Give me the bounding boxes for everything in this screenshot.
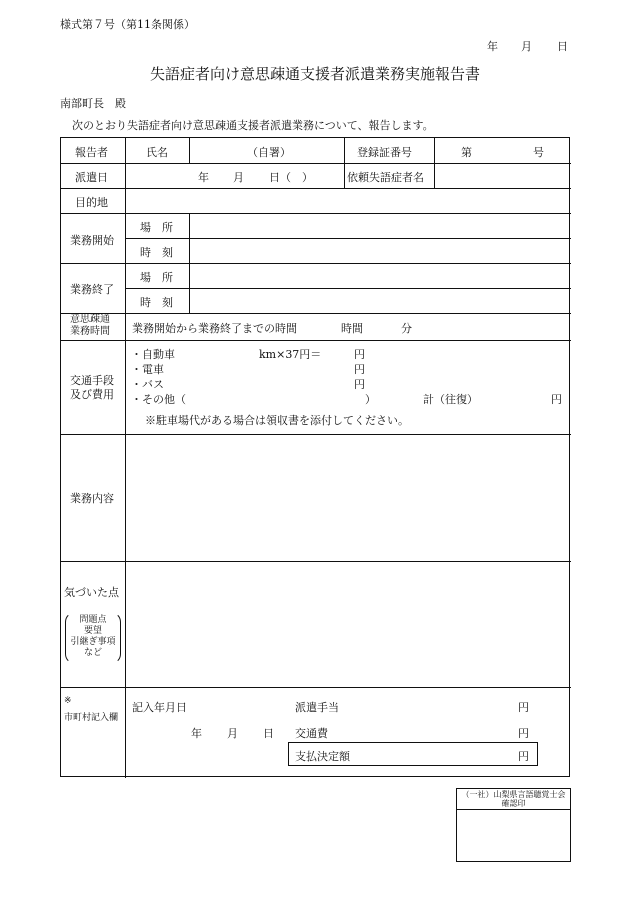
row-line bbox=[125, 238, 571, 239]
row-line bbox=[61, 434, 571, 435]
start-time-label: 時 刻 bbox=[140, 246, 173, 259]
municipality-mark: ※ bbox=[64, 696, 72, 706]
notes-sub-line3: 引継ぎ事項 bbox=[70, 637, 116, 647]
report-form bbox=[60, 137, 570, 777]
entry-year: 年 bbox=[191, 727, 202, 740]
row-line bbox=[61, 263, 571, 264]
work-end-label: 業務終了 bbox=[70, 283, 114, 296]
requester-label: 依頼失語症者名 bbox=[347, 171, 424, 184]
work-content-label: 業務内容 bbox=[70, 492, 114, 505]
payment-label: 支払決定額 bbox=[295, 750, 350, 763]
duration-label-line1: 意思疎通 bbox=[70, 314, 110, 325]
row-line bbox=[61, 687, 571, 688]
notes-label: 気づいた点 bbox=[64, 586, 119, 599]
allowance-label: 派遣手当 bbox=[295, 701, 339, 714]
hours-unit: 時間 bbox=[341, 322, 363, 335]
row-line bbox=[61, 188, 571, 189]
confirmation-stamp-box bbox=[456, 788, 571, 862]
reporter-label: 報告者 bbox=[75, 146, 108, 159]
transport-cost-yen: 円 bbox=[518, 727, 529, 740]
minutes-unit: 分 bbox=[401, 322, 412, 335]
intro-text: 次のとおり失語症者向け意思疎通支援者派遣業務について、報告します。 bbox=[72, 119, 434, 132]
row-line bbox=[125, 288, 571, 289]
transport-car-yen: 円 bbox=[354, 348, 365, 361]
col-line bbox=[189, 213, 190, 313]
destination-label: 目的地 bbox=[75, 196, 108, 209]
transport-other: ・その他（ bbox=[131, 393, 186, 406]
entry-day: 日 bbox=[263, 727, 274, 740]
transport-bus: ・バス bbox=[131, 378, 164, 391]
notes-sub-line2: 要望 bbox=[83, 626, 102, 636]
duration-label-line2: 業務時間 bbox=[70, 326, 110, 337]
transport-other-close: ） bbox=[365, 393, 376, 406]
form-number: 様式第７号（第11条関係） bbox=[60, 18, 195, 31]
entry-date-label: 記入年月日 bbox=[132, 701, 187, 714]
header-date-year: 年 bbox=[487, 40, 498, 53]
header-date-day: 日 bbox=[557, 40, 568, 53]
duration-text: 業務開始から業務終了までの時間 bbox=[132, 322, 297, 335]
addressee: 南部町長 殿 bbox=[60, 97, 126, 110]
parking-note: ※駐車場代がある場合は領収書を添付してください。 bbox=[145, 414, 409, 427]
notes-sub-line4: など bbox=[83, 648, 102, 658]
registration-dai: 第 bbox=[461, 146, 472, 159]
entry-month: 月 bbox=[227, 727, 238, 740]
transport-train: ・電車 bbox=[131, 363, 164, 376]
stamp-divider bbox=[457, 809, 570, 810]
row-line bbox=[61, 561, 571, 562]
row-line bbox=[61, 340, 571, 341]
header-date-month: 月 bbox=[521, 40, 532, 53]
row-line bbox=[61, 213, 571, 214]
dispatch-day: 日（ ） bbox=[269, 171, 313, 184]
notes-sub-line1: 問題点 bbox=[79, 615, 107, 625]
transport-cost-label: 交通費 bbox=[295, 727, 328, 740]
document-title: 失語症者向け意思疎通支援者派遣業務実施報告書 bbox=[149, 65, 480, 83]
allowance-yen: 円 bbox=[518, 701, 529, 714]
transport-car-formula: km×37円＝ bbox=[259, 348, 322, 361]
dispatch-date-label: 派遣日 bbox=[75, 171, 108, 184]
transport-car: ・自動車 bbox=[131, 348, 175, 361]
row-line bbox=[61, 313, 571, 314]
transport-label-line2: 及び費用 bbox=[70, 388, 114, 401]
row-line bbox=[61, 163, 571, 164]
col-line bbox=[189, 138, 190, 163]
transport-train-yen: 円 bbox=[354, 363, 365, 376]
dispatch-year: 年 bbox=[198, 171, 209, 184]
transport-total: 計（往復） bbox=[423, 393, 478, 406]
municipality-label: 市町村記入欄 bbox=[64, 713, 119, 723]
end-time-label: 時 刻 bbox=[140, 296, 173, 309]
work-start-label: 業務開始 bbox=[70, 234, 114, 247]
transport-total-yen: 円 bbox=[551, 393, 562, 406]
dispatch-month: 月 bbox=[233, 171, 244, 184]
name-label: 氏名 bbox=[146, 146, 168, 159]
registration-number-label: 登録証番号 bbox=[357, 146, 412, 159]
payment-yen: 円 bbox=[518, 750, 529, 763]
transport-label-line1: 交通手段 bbox=[70, 374, 114, 387]
signature-label: （自署） bbox=[247, 146, 291, 159]
start-place-label: 場 所 bbox=[140, 221, 173, 234]
registration-go: 号 bbox=[533, 146, 544, 159]
stamp-org: （一社）山梨県言語聴覚士会 bbox=[461, 790, 566, 799]
end-place-label: 場 所 bbox=[140, 271, 173, 284]
col-line bbox=[434, 138, 435, 188]
stamp-confirm-label: 確認印 bbox=[501, 799, 526, 808]
col-line bbox=[344, 138, 345, 188]
col-line bbox=[125, 138, 126, 778]
transport-bus-yen: 円 bbox=[354, 378, 365, 391]
